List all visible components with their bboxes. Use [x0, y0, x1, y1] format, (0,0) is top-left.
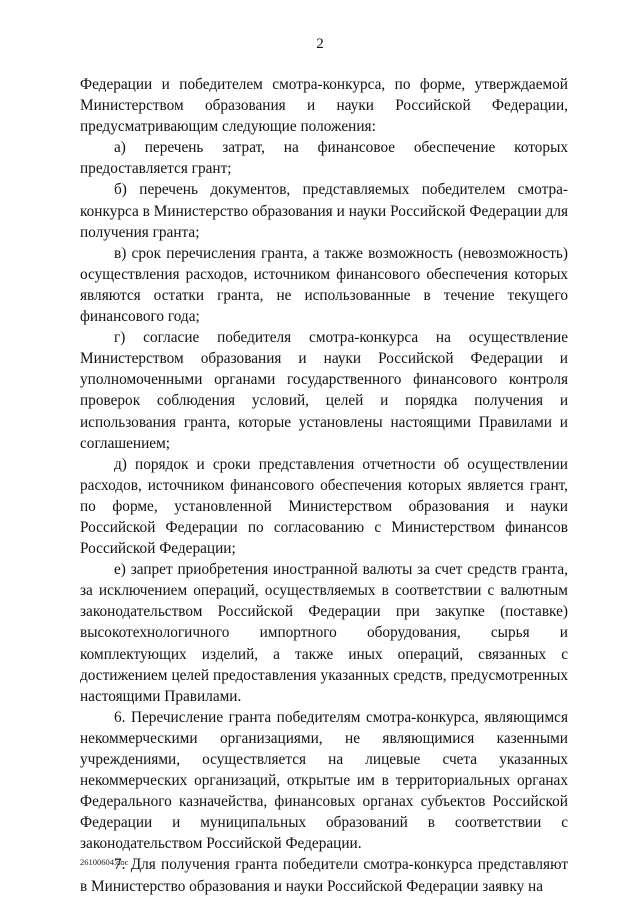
- list-item-g: г) согласие победителя смотра-конкурса на осуществление Министерством образования и науки Российской Федерации и уполномоченными органами государственного финансового контроля проверок соблюдения условий, целей и порядка получения и использования гранта, которые установлены настоящими Правилами и соглашением;: [80, 329, 568, 452]
- list-item-d: д) порядок и сроки представления отчетности об осуществлении расходов, источником финансового обеспечения которых является грант, по форме, установленной Министерством образования и науки Российской Федерации по согласованию с Министерством финансов Российской Федерации;: [80, 455, 568, 558]
- file-name-footer: 26100604.doc: [80, 857, 129, 867]
- list-item-b: б) перечень документов, представляемых победителем смотра-конкурса в Министерство образования и науки Российской Федерации для получения гранта;: [80, 181, 568, 241]
- page-number: 2: [316, 36, 324, 52]
- paragraph-continuation: Федерации и победителем смотра-конкурса, по форме, утверждаемой Министерством образования и науки Российской Федерации, предусматривающим следующие положения:: [80, 76, 568, 136]
- list-item-v: в) срок перечисления гранта, а также возможность (невозможность) осуществления расходов, источником финансового обеспечения которых являются остатки гранта, не использованные в течение текущего финансового года;: [80, 244, 568, 326]
- list-item-a: а) перечень затрат, на финансовое обеспечение которых предоставляется грант;: [80, 139, 568, 178]
- document-body: [80, 74, 568, 897]
- list-item-e: е) запрет приобретения иностранной валюты за счет средств гранта, за исключением операций, осуществляемых в соответствии с валютным законодательством Российской Федерации при закупке (поставке) высокотехнологичного импортного оборудования, сырья и комплектующих изделий, а также иных операций, связанных с достижением целей предоставления указанных средств, предусмотренных настоящими Правилами.: [80, 561, 568, 705]
- clause-7: 7. Для получения гранта победители смотра-конкурса представляют в Министерство образования и науки Российской Федерации заявку на: [80, 856, 568, 895]
- clause-6: 6. Перечисление гранта победителям смотра-конкурса, являющимся некоммерческими организациями, не являющимися казенными учреждениями, осуществляется на лицевые счета указанных некоммерческих организаций, открытые им в территориальных органах Федерального казначейства, финансовых органах субъектов Российской Федерации и муниципальных образований в соответствии с законодательством Российской Федерации.: [80, 708, 568, 853]
